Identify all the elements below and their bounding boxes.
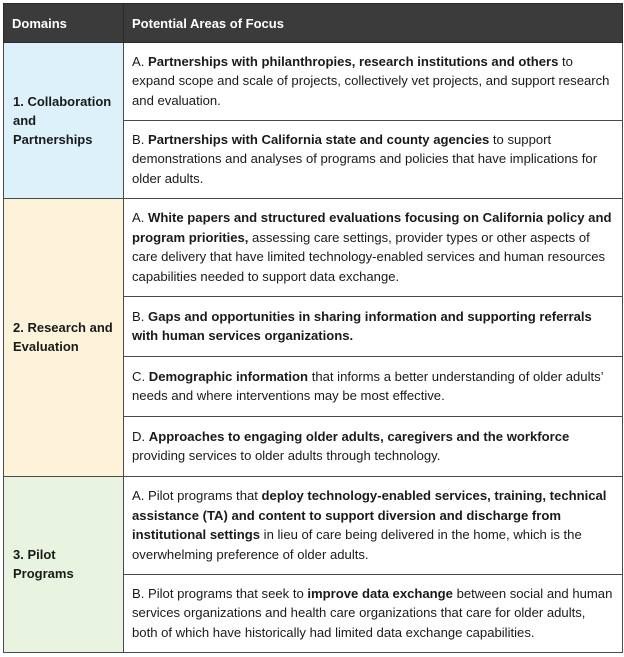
focus-item-2c: [124, 357, 623, 417]
focus-item-2d: [124, 417, 623, 477]
table-header-row: [4, 4, 623, 43]
item-rest: that informs a better understanding of older adults’ needs and where interventions may be most effective.: [132, 368, 604, 403]
table-row: [4, 43, 623, 121]
focus-item-3a: [124, 477, 623, 575]
item-bold: Partnerships with philanthropies, research institutions and others: [148, 53, 559, 69]
focus-item-1a: [124, 43, 623, 121]
focus-areas-table: [3, 3, 623, 653]
table-row: [4, 477, 623, 575]
item-bold: improve data exchange: [307, 585, 453, 601]
item-prefix: A. Pilot programs that: [132, 488, 262, 503]
item-prefix: A.: [132, 210, 149, 225]
item-prefix: B.: [132, 131, 149, 147]
focus-item-1b: [124, 121, 623, 199]
item-rest: assessing care settings, provider types or other aspects of care delivery that have limited technology-enabled services and human resources capabilities needed to support data exchange.: [132, 229, 606, 284]
item-prefix: C.: [132, 368, 149, 384]
item-rest: to expand scope and scale of projects, collectively vet projects, and support research and evaluation.: [132, 53, 610, 108]
focus-item-2b: [124, 297, 623, 357]
item-rest: between social and human services organizations and health care organizations that care for older adults, both of which have historically had limited data exchange capabilities.: [132, 585, 613, 640]
item-prefix: D.: [132, 428, 149, 444]
item-bold: Demographic information: [148, 368, 309, 384]
header-domains: Domains: [4, 4, 124, 43]
focus-areas-table-wrapper: [3, 3, 622, 654]
domain-cell-pilot: 3. Pilot Programs: [4, 477, 124, 653]
focus-item-3b: [124, 575, 623, 653]
header-potential-areas: Potential Areas of Focus: [124, 4, 623, 43]
item-rest: providing services to older adults through technology.: [132, 448, 441, 463]
domain-cell-research: 2. Research and Evaluation: [4, 199, 124, 477]
item-bold: Partnerships with California state and county agencies: [148, 131, 490, 147]
item-bold: Gaps and opportunities in sharing information and supporting referrals with human services organizations.: [132, 308, 592, 343]
item-rest: to support demonstrations and analyses of programs and policies that have implications for older adults.: [132, 131, 598, 186]
table-row: [4, 199, 623, 297]
item-bold: deploy technology-enabled services, training, technical assistance (TA) and content to support diversion and discharge from institutional settings: [132, 488, 607, 542]
item-prefix: B. Pilot programs that seek to: [132, 585, 308, 601]
item-prefix: B.: [132, 308, 149, 324]
item-rest: in lieu of care being delivered in the home, which is the overwhelming preference of older adults.: [132, 527, 582, 562]
item-bold: Approaches to engaging older adults, caregivers and the workforce: [148, 428, 570, 444]
focus-item-2a: [124, 199, 623, 297]
item-prefix: A.: [132, 53, 149, 69]
domain-cell-collaboration: 1. Collaboration and Partnerships: [4, 43, 124, 199]
item-bold: White papers and structured evaluations focusing on California policy and program priorities,: [132, 210, 612, 245]
